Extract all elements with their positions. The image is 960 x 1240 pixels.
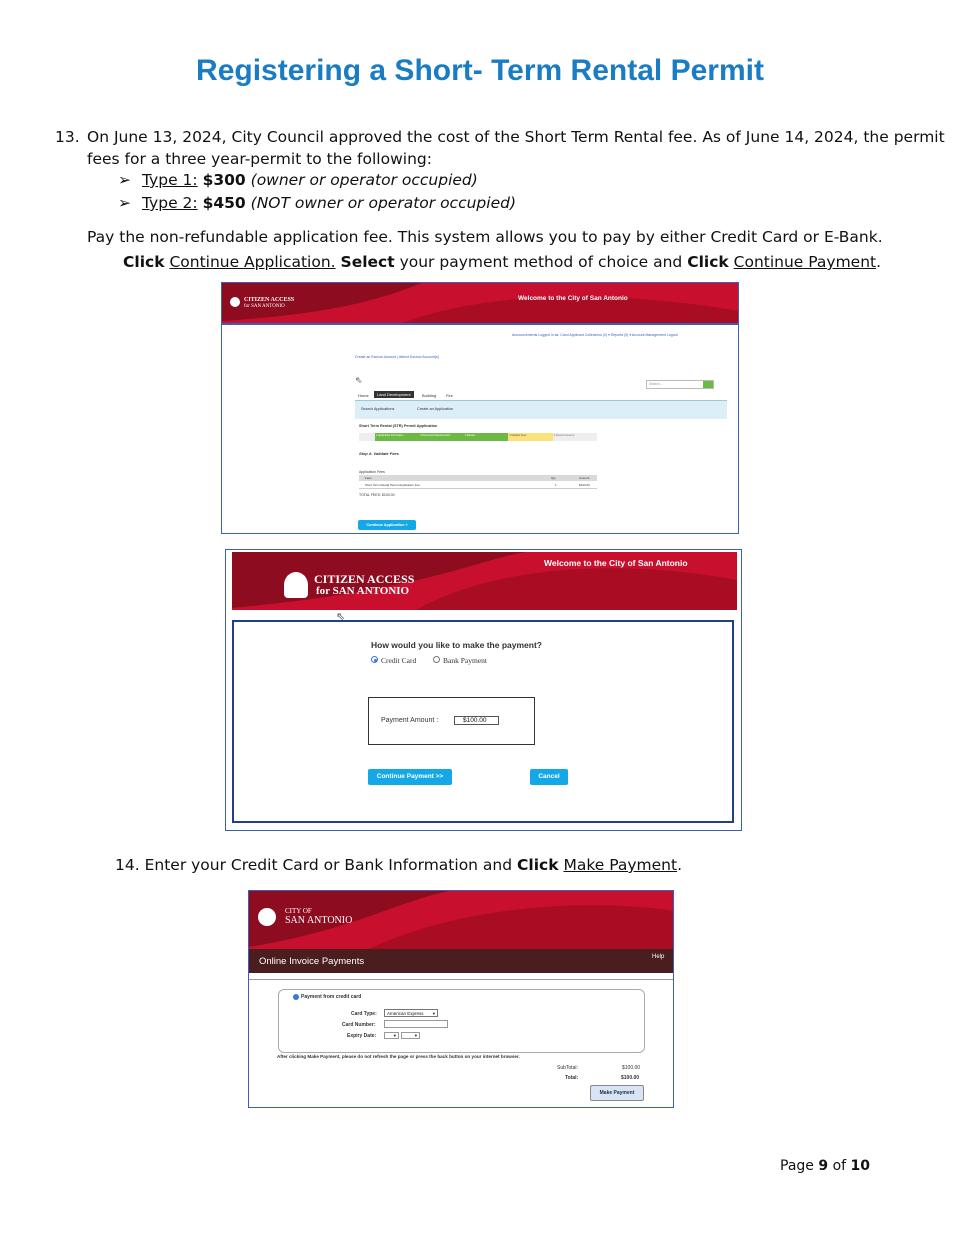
credit-card-radio[interactable] <box>293 994 299 1000</box>
card-number-label: Card Number: <box>342 1022 376 1028</box>
screenshot-invoice-payment <box>248 890 674 1108</box>
top-nav-links[interactable]: Announcements Logged in as: Carol Applicant Collections (0) ▾ Reports (0) ▾ Account Management Logout <box>512 333 678 337</box>
total-label: Total: <box>565 1075 579 1081</box>
payment-question: How would you like to make the payment? <box>371 640 542 650</box>
subnav-bar <box>355 400 727 419</box>
page-title: Registering a Short- Term Rental Permit <box>196 54 764 87</box>
application-title: Short Term Rental (STR) Permit Application <box>359 424 438 428</box>
screenshot-payment-method <box>225 549 742 831</box>
tab-land-development[interactable]: Land Development <box>374 391 414 398</box>
header-banner <box>222 283 739 323</box>
credit-card-label[interactable]: Credit Card <box>381 656 417 665</box>
city-text: CITY OF <box>285 907 312 915</box>
cursor-icon: ⇖ <box>336 611 346 623</box>
page-number: Page 9 of 10 <box>780 1158 870 1174</box>
expiry-date-label: Expiry Date: <box>347 1033 377 1039</box>
create-escrow-link[interactable]: Create an Escrow Account | Attend Escrow Account(s) <box>355 355 439 359</box>
expiry-year-select[interactable] <box>401 1032 420 1039</box>
table-row: Short Term Rental Permit Application Fee 1 $100.00 <box>359 482 597 489</box>
card-type-select[interactable]: American Express ▾ <box>384 1009 438 1017</box>
credit-card-radio[interactable] <box>371 656 378 663</box>
cursor-icon: ⇖ <box>355 375 363 385</box>
bank-payment-label[interactable]: Bank Payment <box>443 656 487 665</box>
step-13-number: 13. <box>55 128 80 146</box>
pay-instructions: Pay the non-refundable application fee. This system allows you to pay by either Credit Card or E-Bank. <box>87 228 883 246</box>
continue-application-button[interactable]: Continue Application » <box>358 520 416 530</box>
step-13-line2: fees for a three year-permit to the following: <box>87 150 432 168</box>
city-seal-icon <box>258 908 276 926</box>
fees-table-header: Fees Qty Amount <box>359 475 597 481</box>
logo-text: CITIZEN ACCESS <box>244 297 295 303</box>
bank-payment-radio[interactable] <box>433 656 440 663</box>
card-type-label: Card Type: <box>351 1011 377 1017</box>
arrow-bullet-icon: ➢ <box>118 194 131 212</box>
step-14-instructions: 14. Enter your Credit Card or Bank Information and Click Make Payment. <box>115 856 683 874</box>
payment-amount-field[interactable]: $100.00 <box>454 716 499 725</box>
tab-fire[interactable]: Fire <box>446 393 453 398</box>
step-13-line1: On June 13, 2024, City Council approved the cost of the Short Term Rental fee. As of June 14, 2024, the permit <box>87 128 945 146</box>
chevron-down-icon: ▾ <box>414 1033 417 1038</box>
logo-icon <box>230 297 240 307</box>
welcome-text: Welcome to the City of San Antonio <box>518 295 628 302</box>
expiry-month-select[interactable] <box>384 1032 399 1039</box>
progress-steps: 1 Application Information 2 Document Requirements 3 Review 4 Validate Fees 5 Record Issuance <box>359 433 597 441</box>
step-heading: Step 4: Validate Fees <box>359 451 399 456</box>
screenshot-accela-fees <box>221 282 739 534</box>
payment-amount-label: Payment Amount : <box>381 717 439 724</box>
logo-subtext: for SAN ANTONIO <box>244 304 285 309</box>
chevron-down-icon: ▾ <box>393 1033 396 1038</box>
fee-bullet-type1: ➢ Type 1: $300 (owner or operator occupied) <box>118 171 478 189</box>
subtotal-value: $100.00 <box>622 1065 641 1071</box>
welcome-text: Welcome to the City of San Antonio <box>544 558 688 568</box>
bar-title: Online Invoice Payments <box>259 956 365 967</box>
chevron-down-icon: ▾ <box>432 1011 435 1016</box>
fee-bullet-type2: ➢ Type 2: $450 (NOT owner or operator occupied) <box>118 194 516 212</box>
subtotal-label: SubTotal: <box>557 1065 578 1071</box>
make-payment-button[interactable]: Make Payment <box>590 1085 644 1101</box>
fees-label: Application Fees <box>359 470 385 474</box>
payment-warning: After clicking Make Payment, please do not refresh the page or press the back button on your internet browser. <box>277 1054 520 1059</box>
city-name-text: SAN ANTONIO <box>285 915 353 926</box>
subtab-create[interactable]: Create an Application <box>417 407 454 411</box>
continue-payment-button[interactable]: Continue Payment >> <box>368 769 452 785</box>
card-number-input[interactable] <box>384 1020 448 1028</box>
credit-card-option-label: Payment from credit card <box>301 994 362 1000</box>
logo-subtext: for SAN ANTONIO <box>316 585 410 597</box>
help-link[interactable]: Help <box>652 954 665 960</box>
cancel-button[interactable]: Cancel <box>530 769 568 785</box>
click-instructions: Click Continue Application. Select your payment method of choice and Click Continue Payment. <box>123 253 882 271</box>
arrow-bullet-icon: ➢ <box>118 171 131 189</box>
subtab-search[interactable]: Search Applications <box>361 407 395 411</box>
search-input[interactable]: Search... <box>646 380 714 389</box>
search-icon[interactable] <box>703 381 713 388</box>
total-fees: TOTAL FEES: $100.00 <box>359 493 395 497</box>
logo-text: CITIZEN ACCESS <box>314 572 415 586</box>
tab-building[interactable]: Building <box>422 393 437 398</box>
tab-home[interactable]: Home <box>358 393 369 398</box>
total-value: $100.00 <box>621 1075 640 1081</box>
logo-icon <box>284 572 308 598</box>
title-bar <box>249 949 674 973</box>
